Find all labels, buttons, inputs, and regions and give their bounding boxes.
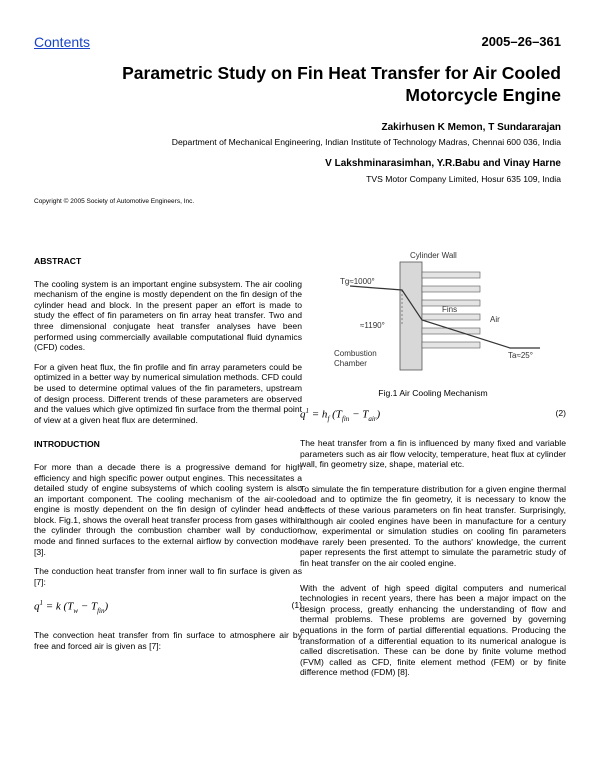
eq2-lhs: q: [300, 408, 306, 421]
equation-2: $q^1 = h_f$ $(T_{fin} - T_{air})$ (2): [300, 407, 566, 423]
right-column: [300, 404, 566, 687]
label-tg: Tg≈1000°: [340, 277, 375, 286]
eq1-mid: − T: [78, 601, 98, 614]
eq2-sub-fin: fin: [341, 414, 350, 423]
label-chamber-2: Chamber: [334, 359, 367, 368]
label-ta: Ta≈25°: [508, 351, 533, 360]
eq1-sub-fin: fin: [97, 607, 105, 616]
equation-1-number: (1): [291, 600, 302, 611]
right-paragraph-1: The heat transfer from a fin is influenced by many fixed and variable parameters such as air flow velocity, temperature, heat flux at cylinder wall, fin geometry size, shape, material etc.: [300, 438, 566, 470]
author-names-2: V Lakshminarasimhan, Y.R.Babu and Vinay Harne: [325, 158, 561, 169]
eq1-lhs: q: [34, 601, 40, 614]
paper-title: Parametric Study on Fin Heat Transfer for Air Cooled Motorcycle Engine: [122, 63, 561, 105]
abstract-paragraph-2: For a given heat flux, the fin profile and fin array parameters could be optimized in a better way by numerical simulation methods. CFD could be used to determine optimal values of the fin parameters, upstream of design process. Different trends of these parameters are observed and the values which give optimized fin surface from the thermal point of view at a given heat flux are determined.: [34, 361, 302, 425]
eq1-rhs: = k (T: [45, 601, 74, 614]
author-affiliation-1: Department of Mechanical Engineering, Indian Institute of Technology Madras, Chennai 600 036, India: [171, 137, 561, 147]
eq2-close: ): [376, 408, 381, 421]
eq2-mid: − T: [349, 408, 369, 421]
abstract-heading: ABSTRACT: [34, 256, 82, 266]
eq1-close: ): [104, 601, 109, 614]
label-air: Air: [490, 315, 500, 324]
air-cooling-figure: [330, 250, 570, 380]
author-names-1: Zakirhusen K Memon, T Sundararajan: [381, 122, 561, 133]
eq1-sub-w: w: [73, 607, 79, 616]
intro-paragraph-3: The convection heat transfer from fin surface to atmosphere air by free and forced air is given as [7]:: [34, 630, 302, 652]
eq2-sub-f: f: [327, 414, 330, 423]
label-fins: Fins: [442, 305, 458, 314]
abstract-paragraph-1: The cooling system is an important engine subsystem. The air cooling mechanism of the engine is mostly dependent on the fin design of the cylinder head and block. In the present paper an effort is made to study the effect of fin parameters on fin array heat transfer. Two and three dimensional conjugate heat transfer analyses have been performed using commercially available computational fluid dynamics (CFD) codes.: [34, 278, 302, 353]
paper-number: 2005–26–361: [481, 34, 561, 49]
author-affiliation-2: TVS Motor Company Limited, Hosur 635 109, India: [366, 174, 561, 184]
copyright-notice: Copyright © 2005 Society of Automotive Engineers, Inc.: [34, 198, 195, 205]
contents-link[interactable]: Contents: [34, 34, 91, 50]
introduction-heading: INTRODUCTION: [34, 439, 100, 450]
left-column: [34, 256, 302, 661]
eq2-open: (T: [329, 408, 342, 421]
label-tw: ≈1190°: [360, 321, 385, 330]
right-paragraph-2: To simulate the fin temperature distribution for a given engine thermal load and to optimize the fin geometry, it is necessary to know the effects of these various parameters on fin heat transfer. Surprisingly, although air cooled engines have been in manufacture for a century now, experimental or simulation studies on cooling fin parameters have rarely been presented. To the authors' knowledge, the current paper represents the first attempt to simulate the parametric study of fin heat transfer on the air cooled engine.: [300, 483, 566, 568]
figure-caption: Fig.1 Air Cooling Mechanism: [378, 388, 488, 398]
eq2-sub-air: air: [368, 414, 377, 423]
equation-2-number: (2): [555, 408, 566, 418]
intro-paragraph-1: For more than a decade there is a progressive demand for high efficiency and high specific power output engines. This necessitates a detailed study of engine subsystems of which cooling system is also an important component. The cooling mechanism of the air-cooled engine is mostly dependent on the fin design of cylinder head and block. Fig.1, shows the overall heat transfer process from gases within the cylinder through the combustion chamber wall by conduction mode and finned surfaces to the external airflow by convection mode [3].: [34, 461, 302, 557]
intro-paragraph-2: The conduction heat transfer from inner wall to fin surface is given as [7]:: [34, 566, 302, 587]
equation-1: $q^1 = k$ $(T_w - T_{fin})$ (1): [34, 599, 302, 616]
label-chamber-1: Combustion: [334, 349, 377, 358]
right-paragraph-3: With the advent of high speed digital computers and numerical technologies in recent years, there has been a major impact on the design process, greatly enhancing the understanding of flow and thermal problems. These problems are governed by governing equations in the form of partial differential equations. Producing the transformation of a differential equation to its numerical analogue is called discretisation. These can be done by finite volume method (FVM) called as CFD, finite element method (FEM) or by finite difference method (FDM) [8].: [300, 582, 566, 678]
eq2-rhs: = h: [311, 408, 328, 421]
label-cylinder-wall: Cylinder Wall: [410, 251, 457, 260]
